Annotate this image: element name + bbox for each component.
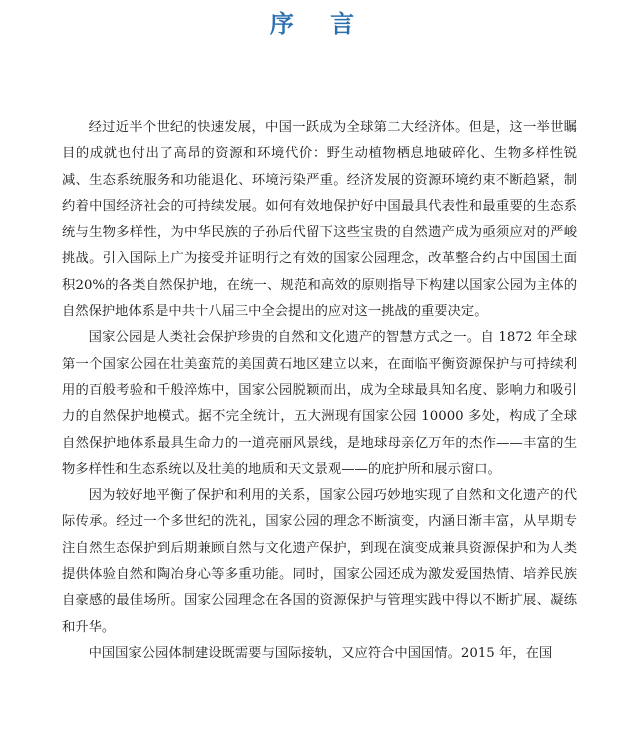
paragraph: 因为较好地平衡了保护和利用的关系，国家公园巧妙地实现了自然和文化遗产的代际传承。经过一个多世纪的洗礼，国家公园的理念不断演变，内涵日渐丰富，从早期专注自然生态保护到后期兼顾自然与文化遗产保护，到现在演变成兼具资源保护和为人类提供体验自然和陶冶身心等多重功能。同时，国家公园还成为激发爱国热情、培养民族自豪感的最佳场所。国家公园理念在各国的资源保护与管理实践中得以不断扩展、凝练和升华。	[62, 488, 577, 635]
paragraph: 国家公园是人类社会保护珍贵的自然和文化遗产的智慧方式之一。自 1872 年全球第一个国家公园在壮美蛮荒的美国黄石地区建立以来，在面临平衡资源保护与可持续利用的百般考验和千般淬炼中，国家公园脱颖而出，成为全球最具知名度、影响力和吸引力的自然保护地模式。据不完全统计，五大洲现有国家公园 10000 多处，构成了全球自然保护地体系最具生命力的一道亮丽风景线，是地球母亲亿万年的杰作——丰富的生物多样性和生态系统以及壮美的地质和天文景观——的庇护所和展示窗口。	[62, 330, 577, 477]
paragraph: 经过近半个世纪的快速发展，中国一跃成为全球第二大经济体。但是，这一举世瞩目的成就也付出了高昂的资源和环境代价：野生动植物栖息地破碎化、生物多样性锐减、生态系统服务和功能退化、环境污染严重。经济发展的资源环境约束不断趋紧，制约着中国经济社会的可持续发展。如何有效地保护好中国最具代表性和最重要的生态系统与生物多样性，为中华民族的子孙后代留下这些宝贵的自然遗产成为亟须应对的严峻挑战。引入国际上广为接受并证明行之有效的国家公园理念，改革整合约占中国国土面积20%的各类自然保护地，在统一、规范和高效的原则指导下构建以国家公园为主体的自然保护地体系是中共十八届三中全会提出的应对这一挑战的重要决定。	[62, 120, 577, 320]
preface-body	[62, 115, 577, 667]
paragraph: 中国国家公园体制建设既需要与国际接轨，又应符合中国国情。2015 年，在国	[88, 645, 553, 661]
page-title: 序 言	[269, 10, 369, 38]
